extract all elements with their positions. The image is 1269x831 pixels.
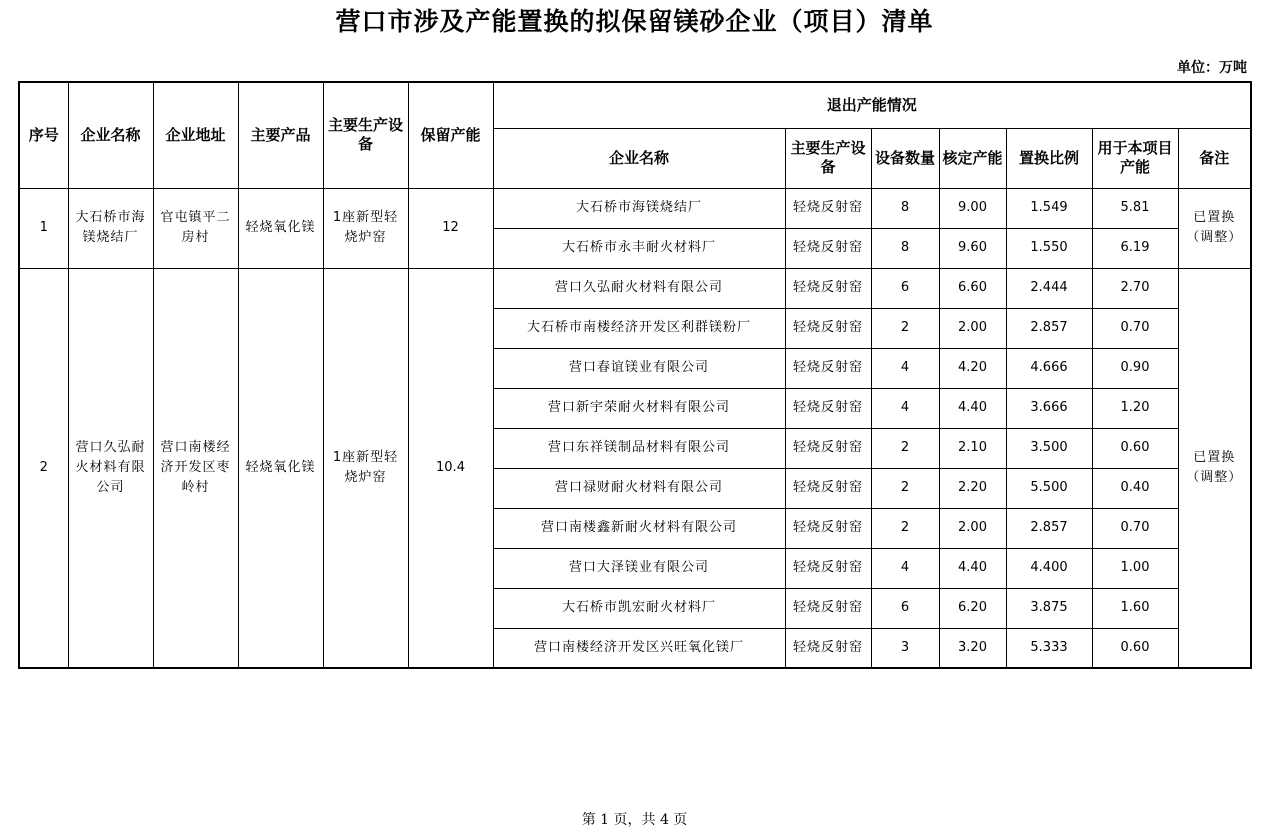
exit-used-cell: 2.70 xyxy=(1092,268,1178,308)
exit-used-cell: 0.60 xyxy=(1092,628,1178,668)
exit-count-cell: 4 xyxy=(871,348,939,388)
remark-cell: 已置换（调整） xyxy=(1178,268,1251,668)
page-footer: 第 1 页，共 4 页 xyxy=(581,812,688,828)
exit-equipment-cell: 轻烧反射窑 xyxy=(785,268,871,308)
page-title: 营口市涉及产能置换的拟保留镁砂企业（项目）清单 xyxy=(335,7,934,36)
exit-company-cell: 营口南楼鑫新耐火材料有限公司 xyxy=(493,508,785,548)
equipment-cell: 1座新型轻烧炉窑 xyxy=(323,188,408,268)
header-seq: 序号 xyxy=(19,82,68,188)
exit-capacity-cell: 4.40 xyxy=(939,388,1006,428)
company-cell: 营口久弘耐火材料有限公司 xyxy=(68,268,153,668)
header-exit-count: 设备数量 xyxy=(871,128,939,188)
exit-company-cell: 营口春谊镁业有限公司 xyxy=(493,348,785,388)
seq-cell: 1 xyxy=(19,188,68,268)
header-exit-company: 企业名称 xyxy=(493,128,785,188)
header-exit-capacity: 核定产能 xyxy=(939,128,1006,188)
exit-ratio-cell: 2.857 xyxy=(1006,508,1092,548)
address-cell: 官屯镇平二房村 xyxy=(153,188,238,268)
exit-equipment-cell: 轻烧反射窑 xyxy=(785,588,871,628)
exit-count-cell: 4 xyxy=(871,548,939,588)
exit-company-cell: 营口大泽镁业有限公司 xyxy=(493,548,785,588)
exit-ratio-cell: 5.500 xyxy=(1006,468,1092,508)
retained-capacity-cell: 12 xyxy=(408,188,493,268)
header-address: 企业地址 xyxy=(153,82,238,188)
exit-ratio-cell: 3.500 xyxy=(1006,428,1092,468)
exit-used-cell: 6.19 xyxy=(1092,228,1178,268)
exit-count-cell: 3 xyxy=(871,628,939,668)
exit-used-cell: 0.40 xyxy=(1092,468,1178,508)
exit-used-cell: 5.81 xyxy=(1092,188,1178,228)
address-cell: 营口南楼经济开发区枣岭村 xyxy=(153,268,238,668)
exit-capacity-cell: 6.20 xyxy=(939,588,1006,628)
header-company: 企业名称 xyxy=(68,82,153,188)
capacity-table xyxy=(18,81,1252,669)
exit-ratio-cell: 1.550 xyxy=(1006,228,1092,268)
exit-company-cell: 营口东祥镁制品材料有限公司 xyxy=(493,428,785,468)
exit-equipment-cell: 轻烧反射窑 xyxy=(785,468,871,508)
header-retained-capacity: 保留产能 xyxy=(408,82,493,188)
exit-capacity-cell: 2.10 xyxy=(939,428,1006,468)
exit-capacity-cell: 4.20 xyxy=(939,348,1006,388)
exit-used-cell: 0.70 xyxy=(1092,308,1178,348)
product-cell: 轻烧氧化镁 xyxy=(238,268,323,668)
exit-equipment-cell: 轻烧反射窑 xyxy=(785,228,871,268)
exit-used-cell: 0.70 xyxy=(1092,508,1178,548)
exit-count-cell: 2 xyxy=(871,468,939,508)
exit-capacity-cell: 9.60 xyxy=(939,228,1006,268)
exit-count-cell: 8 xyxy=(871,228,939,268)
header-equipment: 主要生产设备 xyxy=(323,82,408,188)
exit-company-cell: 营口久弘耐火材料有限公司 xyxy=(493,268,785,308)
exit-count-cell: 8 xyxy=(871,188,939,228)
header-product: 主要产品 xyxy=(238,82,323,188)
exit-count-cell: 6 xyxy=(871,268,939,308)
exit-equipment-cell: 轻烧反射窑 xyxy=(785,348,871,388)
exit-capacity-cell: 3.20 xyxy=(939,628,1006,668)
product-cell: 轻烧氧化镁 xyxy=(238,188,323,268)
header-remark: 备注 xyxy=(1178,128,1251,188)
exit-used-cell: 0.60 xyxy=(1092,428,1178,468)
exit-company-cell: 大石桥市海镁烧结厂 xyxy=(493,188,785,228)
table-row xyxy=(19,268,1251,308)
exit-equipment-cell: 轻烧反射窑 xyxy=(785,628,871,668)
exit-equipment-cell: 轻烧反射窑 xyxy=(785,388,871,428)
table-body xyxy=(19,188,1251,668)
exit-company-cell: 营口禄财耐火材料有限公司 xyxy=(493,468,785,508)
exit-ratio-cell: 3.875 xyxy=(1006,588,1092,628)
exit-count-cell: 4 xyxy=(871,388,939,428)
exit-ratio-cell: 4.666 xyxy=(1006,348,1092,388)
exit-ratio-cell: 1.549 xyxy=(1006,188,1092,228)
exit-equipment-cell: 轻烧反射窑 xyxy=(785,188,871,228)
exit-capacity-cell: 2.00 xyxy=(939,308,1006,348)
remark-cell: 已置换（调整） xyxy=(1178,188,1251,268)
exit-equipment-cell: 轻烧反射窑 xyxy=(785,508,871,548)
header-exit-equipment: 主要生产设备 xyxy=(785,128,871,188)
exit-used-cell: 1.20 xyxy=(1092,388,1178,428)
exit-capacity-cell: 6.60 xyxy=(939,268,1006,308)
exit-company-cell: 大石桥市凯宏耐火材料厂 xyxy=(493,588,785,628)
exit-company-cell: 大石桥市南楼经济开发区利群镁粉厂 xyxy=(493,308,785,348)
exit-ratio-cell: 2.857 xyxy=(1006,308,1092,348)
exit-used-cell: 1.60 xyxy=(1092,588,1178,628)
exit-capacity-cell: 2.20 xyxy=(939,468,1006,508)
exit-used-cell: 0.90 xyxy=(1092,348,1178,388)
exit-ratio-cell: 3.666 xyxy=(1006,388,1092,428)
exit-ratio-cell: 5.333 xyxy=(1006,628,1092,668)
exit-equipment-cell: 轻烧反射窑 xyxy=(785,308,871,348)
exit-company-cell: 大石桥市永丰耐火材料厂 xyxy=(493,228,785,268)
equipment-cell: 1座新型轻烧炉窑 xyxy=(323,268,408,668)
exit-equipment-cell: 轻烧反射窑 xyxy=(785,428,871,468)
retained-capacity-cell: 10.4 xyxy=(408,268,493,668)
exit-count-cell: 2 xyxy=(871,308,939,348)
exit-capacity-cell: 2.00 xyxy=(939,508,1006,548)
header-row-1 xyxy=(19,82,1251,128)
exit-equipment-cell: 轻烧反射窑 xyxy=(785,548,871,588)
exit-count-cell: 2 xyxy=(871,428,939,468)
exit-capacity-cell: 9.00 xyxy=(939,188,1006,228)
company-cell: 大石桥市海镁烧结厂 xyxy=(68,188,153,268)
exit-count-cell: 6 xyxy=(871,588,939,628)
unit-label: 单位：万吨 xyxy=(1177,60,1247,76)
header-exit-used: 用于本项目产能 xyxy=(1092,128,1178,188)
exit-company-cell: 营口新宇荣耐火材料有限公司 xyxy=(493,388,785,428)
header-exit-capacity-group: 退出产能情况 xyxy=(493,82,1251,128)
header-exit-ratio: 置换比例 xyxy=(1006,128,1092,188)
table-row xyxy=(19,188,1251,228)
exit-used-cell: 1.00 xyxy=(1092,548,1178,588)
exit-company-cell: 营口南楼经济开发区兴旺氧化镁厂 xyxy=(493,628,785,668)
exit-ratio-cell: 2.444 xyxy=(1006,268,1092,308)
seq-cell: 2 xyxy=(19,268,68,668)
exit-count-cell: 2 xyxy=(871,508,939,548)
exit-ratio-cell: 4.400 xyxy=(1006,548,1092,588)
exit-capacity-cell: 4.40 xyxy=(939,548,1006,588)
